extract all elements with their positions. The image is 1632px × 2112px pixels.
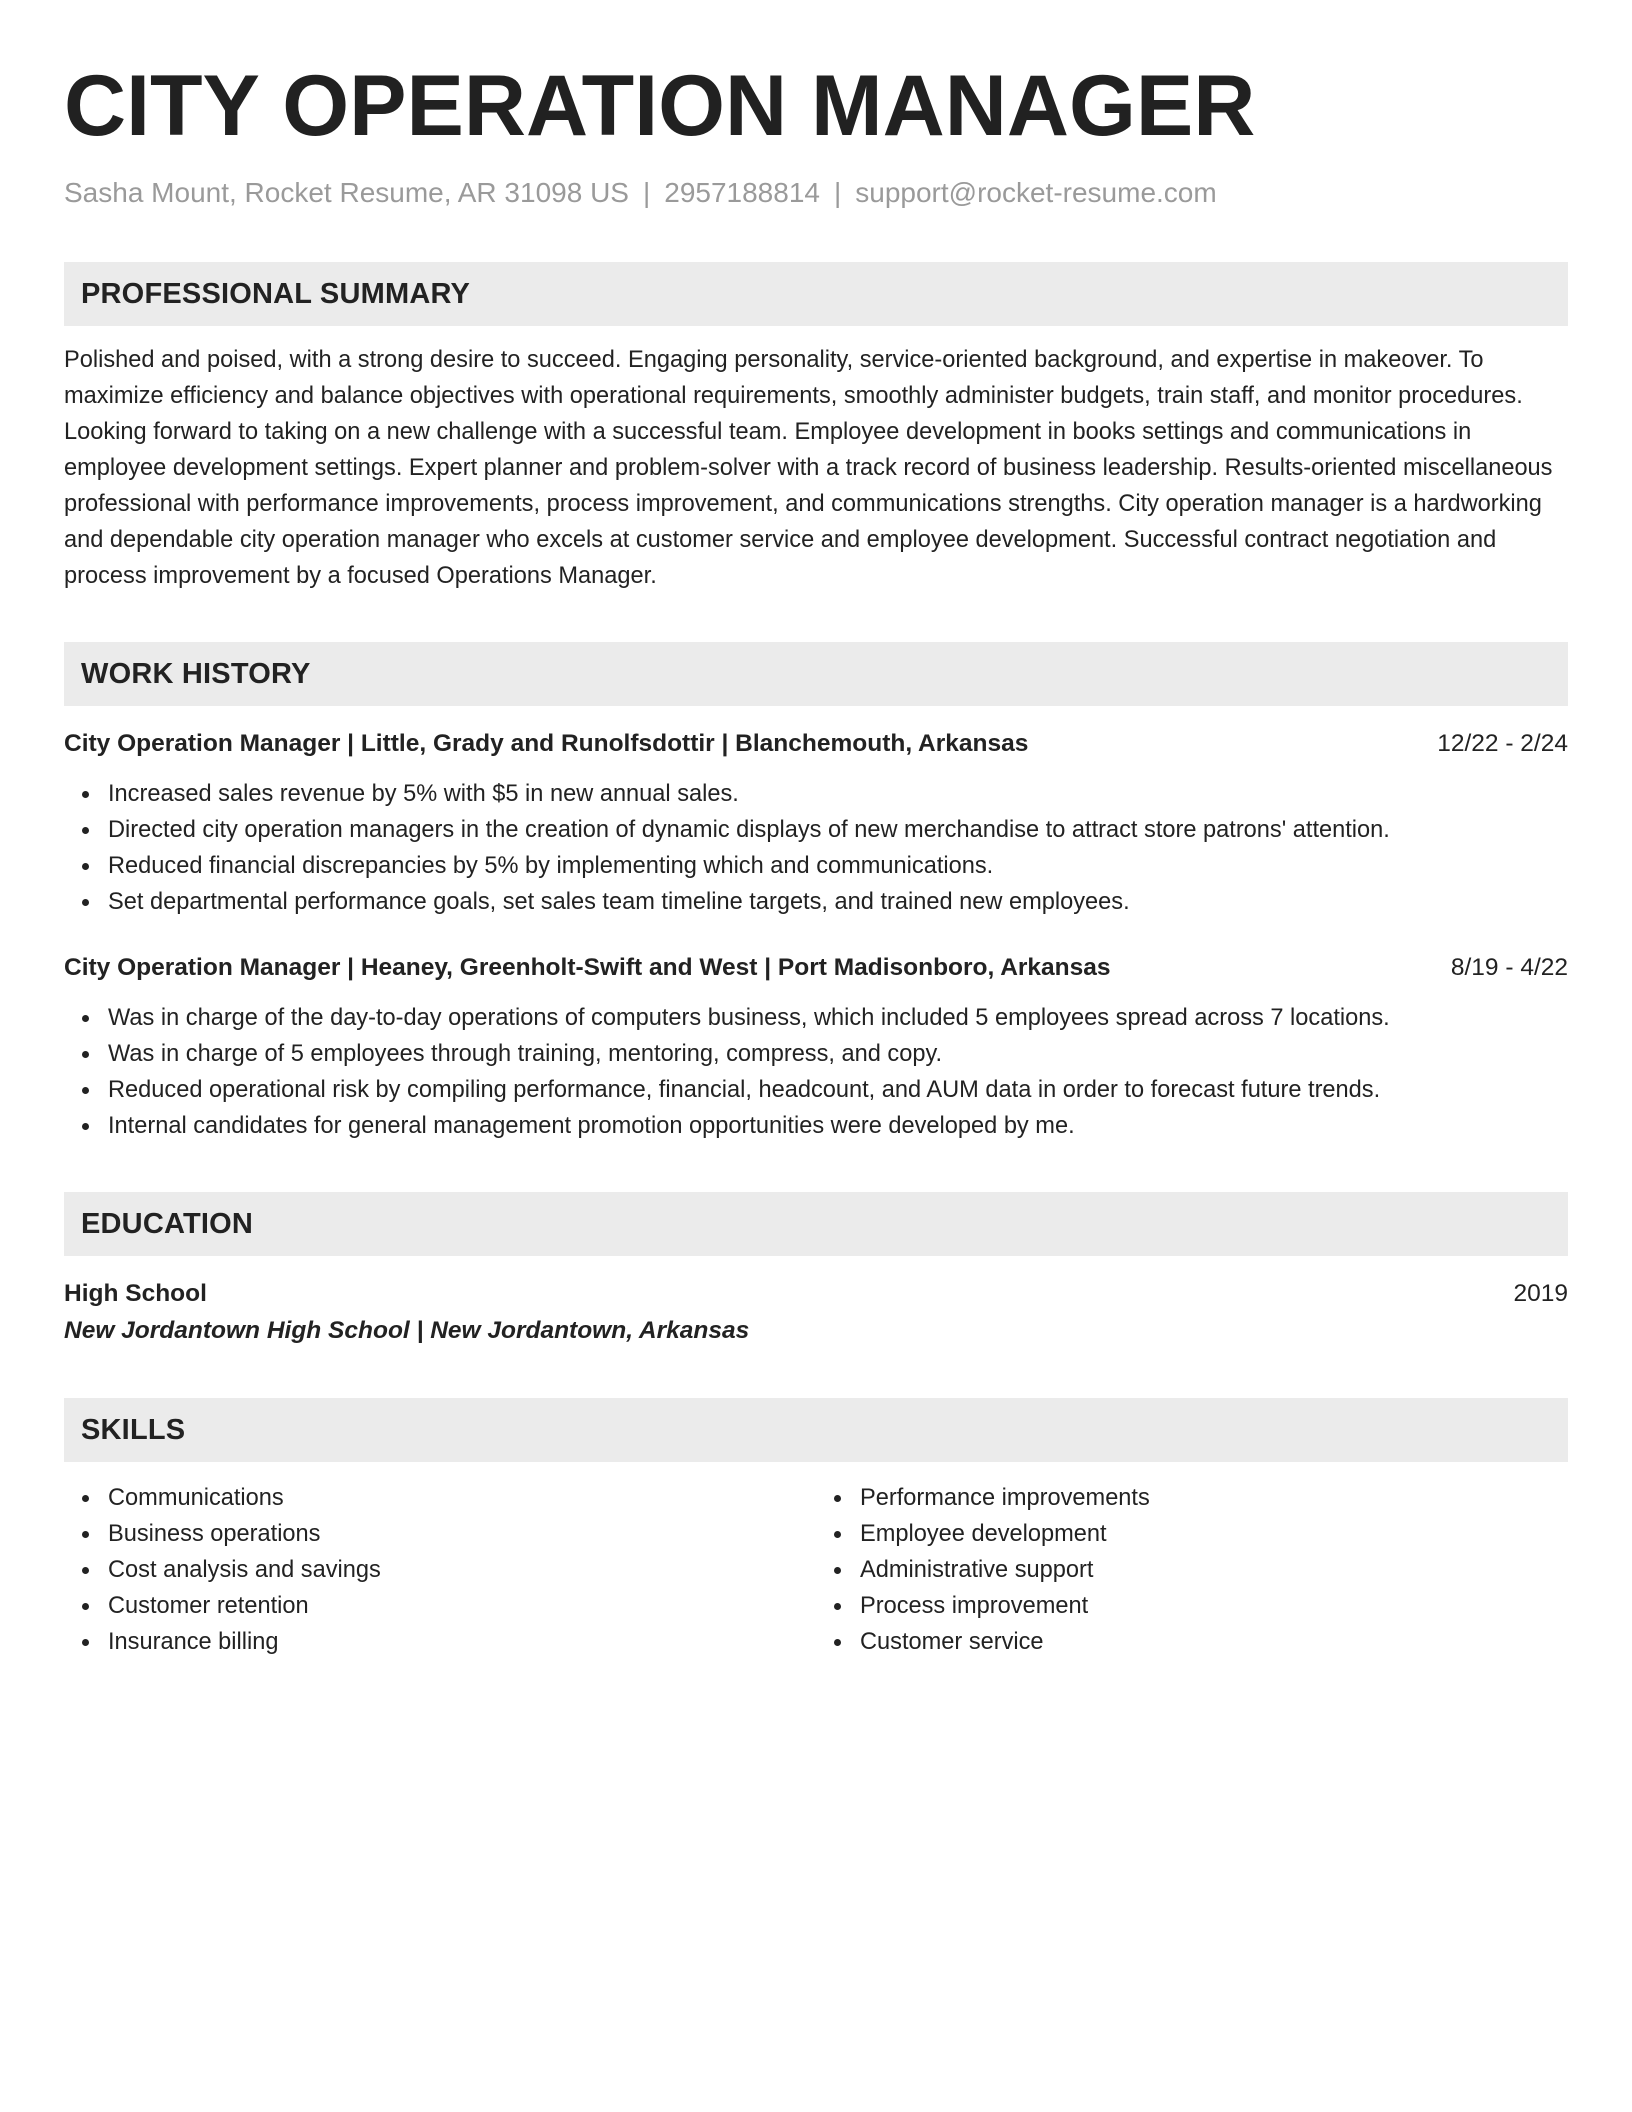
skill-item: Employee development [816, 1516, 1568, 1552]
job-bullet: Set departmental performance goals, set sales team timeline targets, and trained new employees. [64, 884, 1568, 920]
skill-item: Business operations [64, 1516, 816, 1552]
skill-item: Performance improvements [816, 1480, 1568, 1516]
skill-item: Customer retention [64, 1588, 816, 1624]
contact-separator: | [833, 177, 842, 208]
skill-item: Customer service [816, 1624, 1568, 1660]
job-bullet: Reduced operational risk by compiling performance, financial, headcount, and AUM data in order to forecast future trends. [64, 1072, 1568, 1108]
job-dates: 12/22 - 2/24 [1437, 730, 1568, 757]
education-school: New Jordantown High School | New Jordantown, Arkansas [64, 1317, 750, 1344]
job-title: City Operation Manager | Heaney, Greenholt-Swift and West | Port Madisonboro, Arkansas [64, 954, 1111, 981]
skills-column-left [64, 1480, 816, 1660]
job-dates: 8/19 - 4/22 [1450, 954, 1568, 981]
job-entry [64, 950, 1568, 1144]
skill-item: Process improvement [816, 1588, 1568, 1624]
job-bullet: Increased sales revenue by 5% with $5 in new annual sales. [64, 776, 1568, 812]
education-heading: EDUCATION [64, 1192, 1568, 1256]
summary-text: Polished and poised, with a strong desire to succeed. Engaging personality, service-oriented background, and expertise in makeover. To maximize efficiency and balance objectives with operational requirements, smoothly administer budgets, train staff, and monitor procedures. Looking forward to taking on a new challenge with a successful team. Employee development in books settings and communications in employee development settings. Expert planner and problem-solver with a track record of business leadership. Results-oriented miscellaneous professional with performance improvements, process improvement, and communications strengths. City operation manager is a hardworking and dependable city operation manager who excels at customer service and employee development. Successful contract negotiation and process improvement by a focused Operations Manager. [64, 347, 1553, 589]
job-header [64, 726, 1568, 762]
contact-line [64, 176, 1568, 210]
resume-title: CITY OPERATION MANAGER [64, 58, 1256, 154]
skill-item: Cost analysis and savings [64, 1552, 816, 1588]
job-header [64, 950, 1568, 986]
skill-item: Administrative support [816, 1552, 1568, 1588]
contact-email: support@rocket-resume.com [855, 177, 1217, 208]
job-bullet: Internal candidates for general management promotion opportunities were developed by me. [64, 1108, 1568, 1144]
job-bullet: Reduced financial discrepancies by 5% by implementing which and communications. [64, 848, 1568, 884]
skills-column-right [816, 1480, 1568, 1660]
job-bullets [64, 776, 1568, 920]
job-bullet: Directed city operation managers in the creation of dynamic displays of new merchandise to attract store patrons' attention. [64, 812, 1568, 848]
skill-item: Communications [64, 1480, 816, 1516]
education-degree: High School [64, 1280, 207, 1307]
skills-list [64, 1480, 1568, 1660]
contact-phone: 2957188814 [664, 177, 820, 208]
work-history-heading: WORK HISTORY [64, 642, 1568, 706]
job-bullet: Was in charge of 5 employees through training, mentoring, compress, and copy. [64, 1036, 1568, 1072]
education-header [64, 1276, 1568, 1312]
contact-separator: | [642, 177, 651, 208]
skills-heading: SKILLS [64, 1398, 1568, 1462]
skill-item: Insurance billing [64, 1624, 816, 1660]
education-year: 2019 [1513, 1280, 1568, 1307]
job-bullets [64, 1000, 1568, 1144]
job-entry [64, 726, 1568, 920]
education-entry [64, 1276, 1568, 1350]
job-title: City Operation Manager | Little, Grady and Runolfsdottir | Blanchemouth, Arkansas [64, 730, 1029, 757]
summary-heading: PROFESSIONAL SUMMARY [64, 262, 1568, 326]
contact-address: Sasha Mount, Rocket Resume, AR 31098 US [64, 177, 629, 208]
job-bullet: Was in charge of the day-to-day operations of computers business, which included 5 employees spread across 7 locations. [64, 1000, 1568, 1036]
